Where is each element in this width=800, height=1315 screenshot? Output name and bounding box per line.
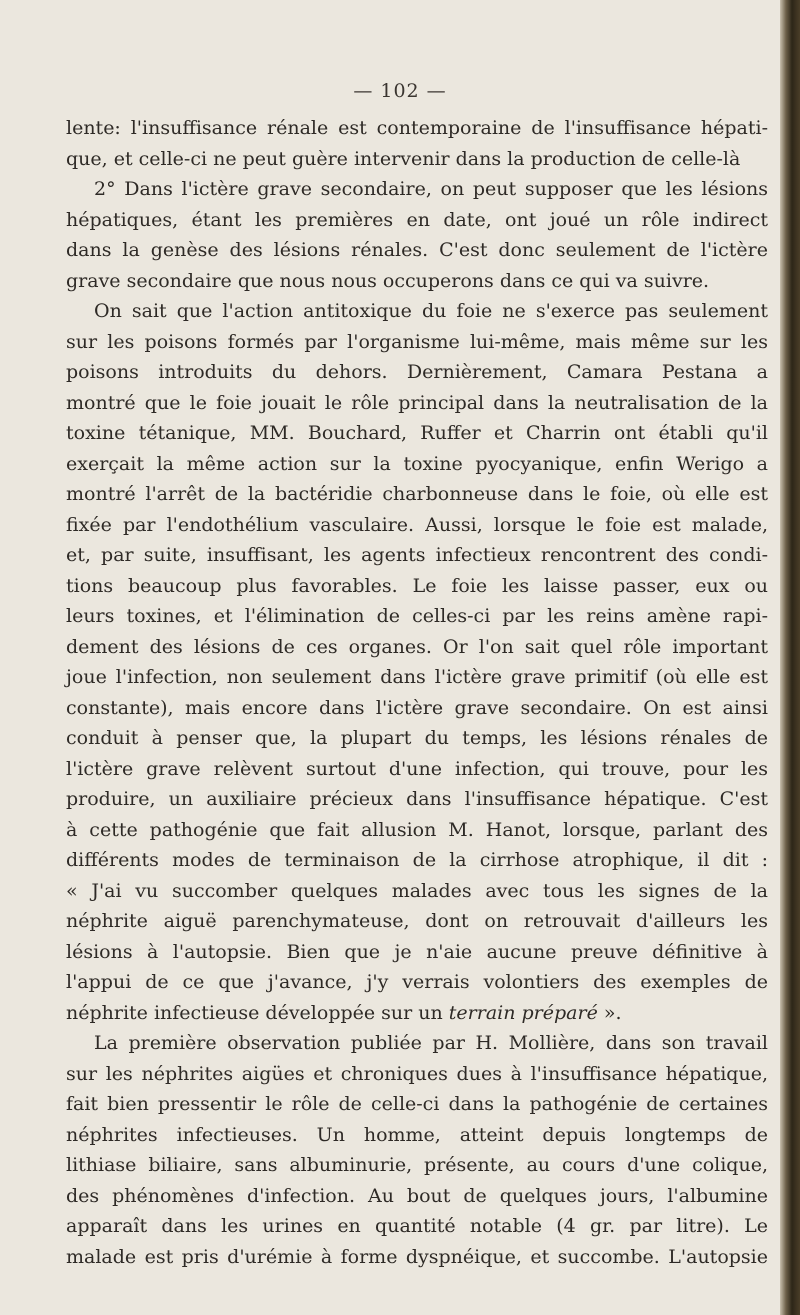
text-line: La première observation publiée par H. Mollière, dans son travail bbox=[94, 1032, 768, 1054]
text-line bbox=[66, 998, 768, 1029]
text-line: l'ictère grave relèvent surtout d'une infection, qui trouve, pour les bbox=[66, 757, 768, 780]
page-number: — 102 — bbox=[353, 80, 447, 102]
body-text bbox=[66, 113, 768, 1272]
text-line: néphrites infectieuses. Un homme, atteint depuis longtemps de bbox=[66, 1123, 768, 1146]
text-run: ». bbox=[597, 1001, 622, 1024]
text-line: néphrite aiguë parenchymateuse, dont on retrouvait d'ailleurs les bbox=[66, 910, 768, 932]
text-line: produire, un auxiliaire précieux dans l'insuffisance hépatique. C'est bbox=[66, 788, 768, 810]
text-line: joue l'infection, non seulement dans l'ictère grave primitif (où elle est bbox=[66, 666, 768, 688]
text-line: fait bien pressentir le rôle de celle-ci dans la pathogénie de certaines bbox=[66, 1093, 768, 1115]
text-line: hépatiques, étant les premières en date, ont joué un rôle indirect bbox=[66, 208, 768, 231]
text-line: et, par suite, insuffisant, les agents infectieux rencontrent des condi- bbox=[66, 544, 768, 566]
text-line: des phénomènes d'infection. Au bout de quelques jours, l'albumine bbox=[66, 1184, 768, 1207]
text-line: apparaît dans les urines en quantité notable (4 gr. par litre). Le bbox=[66, 1215, 768, 1237]
text-line: dans la genèse des lésions rénales. C'est donc seulement de l'ictère bbox=[66, 239, 768, 261]
italic-phrase: terrain préparé bbox=[448, 1001, 598, 1024]
text-line: « J'ai vu succomber quelques malades avec tous les signes de la bbox=[66, 879, 768, 902]
text-line: poisons introduits du dehors. Dernièrement, Camara Pestana a bbox=[66, 361, 768, 383]
text-run: néphrite infectieuse développée sur un bbox=[66, 1001, 449, 1024]
text-line: à cette pathogénie que fait allusion M. Hanot, lorsque, parlant des bbox=[66, 818, 768, 841]
text-line: constante), mais encore dans l'ictère grave secondaire. On est ainsi bbox=[66, 696, 768, 719]
text-line: toxine tétanique, MM. Bouchard, Ruffer et Charrin ont établi qu'il bbox=[66, 422, 768, 444]
text-line: exerçait la même action sur la toxine pyocyanique, enfin Werigo a bbox=[66, 452, 768, 475]
text-line: grave secondaire que nous nous occuperons dans ce qui va suivre. bbox=[66, 269, 710, 292]
text-line: que, et celle-ci ne peut guère intervenir dans la production de celle-là bbox=[66, 147, 741, 170]
text-line: On sait que l'action antitoxique du foie ne s'exerce pas seulement bbox=[94, 300, 768, 322]
text-line: fixée par l'endothélium vasculaire. Aussi, lorsque le foie est malade, bbox=[66, 513, 768, 536]
text-line: montré que le foie jouait le rôle principal dans la neutralisation de la bbox=[66, 391, 768, 414]
text-line: lésions à l'autopsie. Bien que je n'aie aucune preuve définitive à bbox=[66, 940, 768, 963]
text-line: 2° Dans l'ictère grave secondaire, on peut supposer que les lésions bbox=[94, 178, 768, 200]
text-line: l'appui de ce que j'avance, j'y verrais volontiers des exemples de bbox=[66, 971, 768, 993]
text-line: sur les poisons formés par l'organisme lui-même, mais même sur les bbox=[66, 330, 768, 353]
text-line: conduit à penser que, la plupart du temps, les lésions rénales de bbox=[66, 727, 768, 749]
text-line: lithiase biliaire, sans albuminurie, présente, au cours d'une colique, bbox=[66, 1154, 768, 1176]
text-line: dement des lésions de ces organes. Or l'on sait quel rôle important bbox=[66, 635, 768, 658]
text-line: différents modes de terminaison de la cirrhose atrophique, il dit : bbox=[66, 849, 768, 871]
text-line: montré l'arrêt de la bactéridie charbonneuse dans le foie, où elle est bbox=[66, 483, 768, 505]
text-line: leurs toxines, et l'élimination de celles-ci par les reins amène rapi- bbox=[66, 605, 768, 627]
text-line: tions beaucoup plus favorables. Le foie les laisse passer, eux ou bbox=[66, 574, 768, 597]
text-line: lente: l'insuffisance rénale est contemporaine de l'insuffisance hépati- bbox=[66, 117, 768, 139]
text-line: malade est pris d'urémie à forme dyspnéique, et succombe. L'autopsie bbox=[66, 1245, 768, 1268]
text-line: sur les néphrites aigües et chroniques dues à l'insuffisance hépatique, bbox=[66, 1062, 768, 1085]
book-spine-edge bbox=[780, 0, 800, 1315]
